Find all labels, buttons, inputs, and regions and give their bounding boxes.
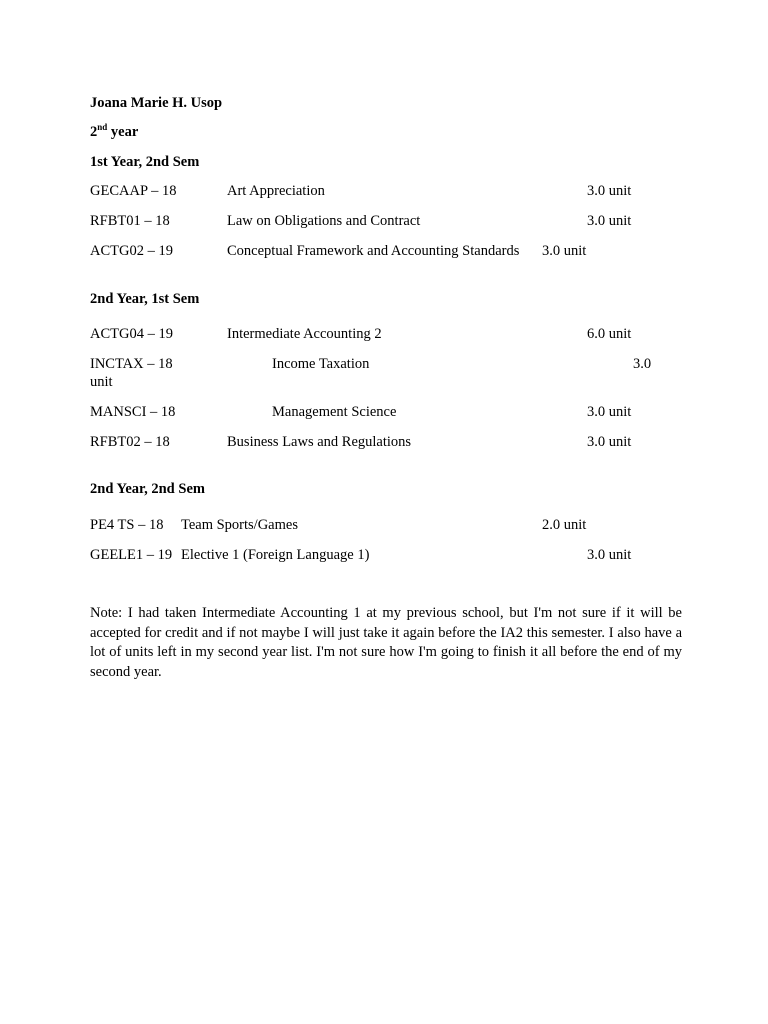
course-title: Law on Obligations and Contract xyxy=(227,213,421,229)
course-code: RFBT01 – 18 xyxy=(90,213,170,229)
course-units: 2.0 unit xyxy=(542,517,587,533)
course-units: 3.0 unit xyxy=(587,183,632,199)
course-title: Elective 1 (Foreign Language 1) xyxy=(181,547,370,563)
course-code: GECAAP – 18 xyxy=(90,183,177,199)
course-title: Team Sports/Games xyxy=(181,517,298,533)
course-units: 3.0 unit xyxy=(587,434,632,450)
course-code: PE4 TS – 18 xyxy=(90,517,164,533)
course-units-wrap: unit xyxy=(90,374,113,390)
course-title: Intermediate Accounting 2 xyxy=(227,326,382,342)
course-title: Management Science xyxy=(272,404,397,420)
student-name: Joana Marie H. Usop xyxy=(90,95,223,111)
course-units: 3.0 unit xyxy=(587,213,632,229)
course-code: RFBT02 – 18 xyxy=(90,434,170,450)
year-number: 2 xyxy=(90,124,98,140)
course-code: ACTG02 – 19 xyxy=(90,243,173,259)
course-units: 6.0 unit xyxy=(587,326,632,342)
course-code: MANSCI – 18 xyxy=(90,404,176,420)
course-code: GEELE1 – 19 xyxy=(90,547,173,563)
year-suffix: nd xyxy=(97,122,108,133)
course-units: 3.0 unit xyxy=(587,404,632,420)
year-level xyxy=(90,123,138,141)
course-units: 3.0 unit xyxy=(587,547,632,563)
year-word: year xyxy=(110,124,139,140)
note-paragraph: Note: I had taken Intermediate Accounting 1 at my previous school, but I'm not sure if it will be accepted for credit and if not maybe I will just take it again before the IA2 this semester. I also have a lot of units left in my second year list. I'm not sure how I'm going to finish it all before the end of my second year. xyxy=(90,605,682,680)
course-code: ACTG04 – 19 xyxy=(90,326,173,342)
course-title: Art Appreciation xyxy=(227,183,325,199)
course-title: Income Taxation xyxy=(272,356,370,372)
course-units: 3.0 unit xyxy=(542,243,587,259)
course-title: Conceptual Framework and Accounting Standards xyxy=(227,243,520,259)
course-units: 3.0 xyxy=(633,356,652,372)
section-heading: 2nd Year, 2nd Sem xyxy=(90,481,205,497)
course-code: INCTAX – 18 xyxy=(90,356,173,372)
course-title: Business Laws and Regulations xyxy=(227,434,412,450)
section-heading: 2nd Year, 1st Sem xyxy=(90,291,200,307)
section-heading: 1st Year, 2nd Sem xyxy=(90,154,200,170)
